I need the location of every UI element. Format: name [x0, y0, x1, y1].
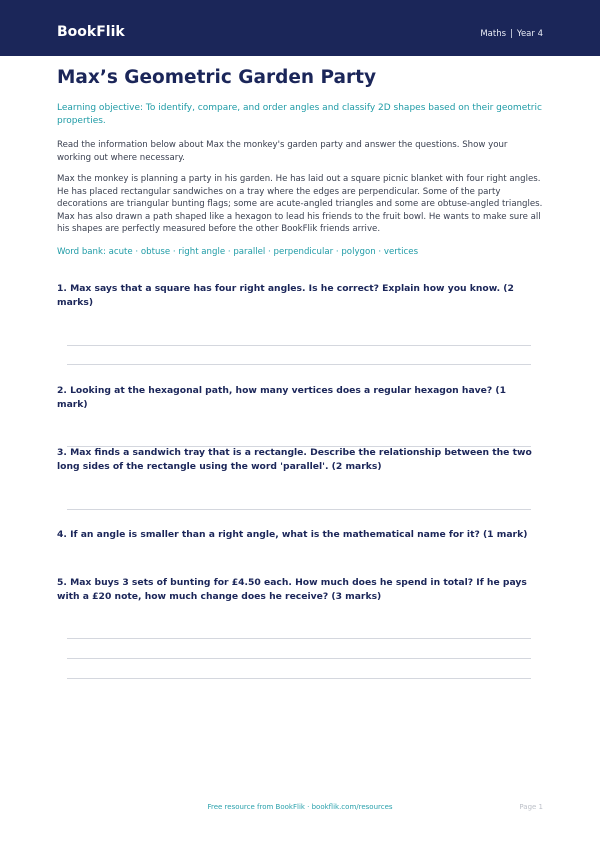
worksheet-body: [57, 66, 543, 258]
page-number: Page 1: [519, 803, 543, 811]
question-4: 4. If an angle is smaller than a right angle, what is the mathematical name for it? (1 mark): [57, 529, 528, 540]
question-3: 3. Max finds a sandwich tray that is a rectangle. Describe the relationship between the two long sides of the rectangle using the word 'parallel'. (2 marks): [57, 447, 532, 472]
question-5: 5. Max buys 3 sets of bunting for £4.50 each. How much does he spend in total? If he pays with a £20 note, how much change does he receive? (3 marks): [57, 577, 527, 602]
answer-line[interactable]: [67, 345, 531, 346]
subject-year-label: [480, 28, 543, 40]
year-label: Year 4: [516, 29, 543, 39]
answer-line[interactable]: [67, 638, 531, 639]
page-title: Max’s Geometric Garden Party: [57, 67, 377, 88]
answer-line[interactable]: [67, 364, 531, 365]
answer-line[interactable]: [67, 658, 531, 659]
story-passage: Max the monkey is planning a party in his garden. He has laid out a square picnic blanket with four right angles. He has placed rectangular sandwiches on a tray where the edges are perpendicular. Some of the party decorations are triangular bunting flags; some are acute-angled triangles and some are obtuse-angled triangles. Max has also drawn a path shaped like a hexagon to lead his friends to the fruit bowl. He wants to make sure all his shapes are perfectly measured before the other BookFlik friends arrive.: [57, 174, 543, 234]
page-header: [0, 0, 600, 56]
instructions: Read the information below about Max the monkey's garden party and answer the questions. Show your working out where necessary.: [57, 140, 508, 163]
learning-objective: Learning objective: To identify, compare, and order angles and classify 2D shapes based on their geometric properties.: [57, 103, 542, 126]
question-2: 2. Looking at the hexagonal path, how many vertices does a regular hexagon have? (1 mark): [57, 385, 506, 410]
footer-link[interactable]: Free resource from BookFlik · bookflik.com/resources: [207, 803, 393, 811]
answer-line[interactable]: [67, 678, 531, 679]
question-1: 1. Max says that a square has four right angles. Is he correct? Explain how you know. (2 marks): [57, 283, 514, 308]
brand-logo-text: BookFlik: [57, 24, 125, 40]
answer-line[interactable]: [67, 509, 531, 510]
word-bank: Word bank: acute · obtuse · right angle · parallel · perpendicular · polygon · vertices: [57, 246, 419, 257]
separator: |: [510, 29, 513, 39]
subject-label: Maths: [480, 29, 507, 39]
page-footer: [0, 802, 600, 814]
